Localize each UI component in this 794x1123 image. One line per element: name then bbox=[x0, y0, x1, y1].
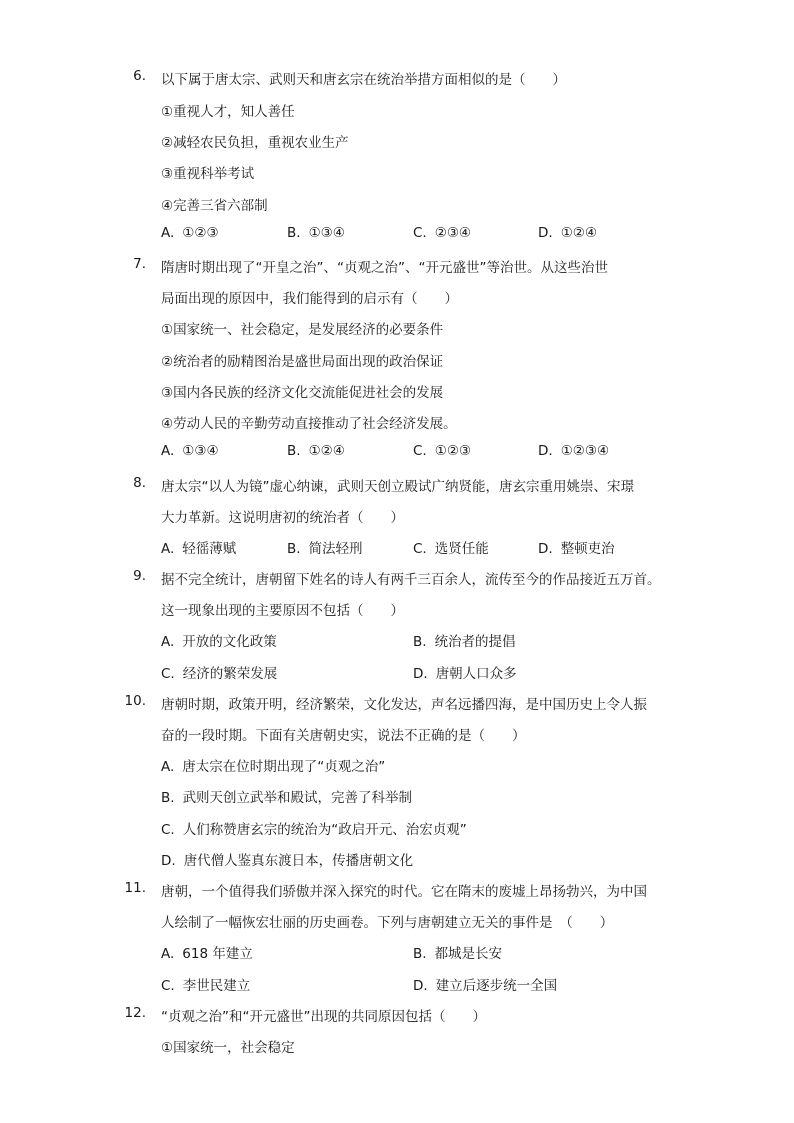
option-text: ①②③ bbox=[182, 225, 219, 241]
option-text: 简法轻刑 bbox=[308, 541, 363, 557]
option-letter: A. bbox=[161, 946, 175, 962]
option-d[interactable] bbox=[161, 849, 413, 869]
statement: ②减轻农民负担，重视农业生产 bbox=[161, 135, 349, 151]
option-c[interactable] bbox=[413, 537, 489, 557]
question-stem: 奋的一段时期。下面有关唐朝史实，说法不正确的是（ ） bbox=[161, 728, 526, 744]
option-d[interactable] bbox=[538, 443, 609, 459]
option-c[interactable] bbox=[413, 225, 471, 241]
option-letter: C. bbox=[413, 541, 427, 557]
option-b[interactable] bbox=[413, 942, 502, 962]
question-number: 10. bbox=[124, 693, 146, 709]
option-text: 李世民建立 bbox=[182, 978, 251, 994]
option-d[interactable] bbox=[413, 974, 557, 994]
option-letter: B. bbox=[287, 443, 301, 459]
question-stem: 隋唐时期出现了“开皇之治”、“贞观之治”、“开元盛世”等治世。从这些治世 bbox=[161, 260, 608, 276]
question-number: 9. bbox=[133, 568, 146, 584]
question-number: 8. bbox=[133, 475, 146, 491]
option-text: ①②③ bbox=[434, 443, 472, 459]
option-text: ②③④ bbox=[434, 225, 472, 241]
option-letter: D. bbox=[538, 443, 553, 459]
option-text: 经济的繁荣发展 bbox=[182, 666, 278, 682]
statement: ①国家统一、社会稳定，是发展经济的必要条件 bbox=[161, 322, 444, 338]
question-stem: 这一现象出现的主要原因不包括（ ） bbox=[161, 603, 404, 619]
option-text: 整顿吏治 bbox=[560, 541, 615, 557]
option-letter: C. bbox=[413, 225, 427, 241]
option-letter: C. bbox=[161, 822, 175, 838]
option-letter: D. bbox=[161, 853, 176, 869]
question-number: 11. bbox=[124, 880, 146, 896]
option-letter: A. bbox=[161, 443, 175, 459]
question-stem: 据不完全统计，唐朝留下姓名的诗人有两千三百余人，流传至今的作品接近五万首。 bbox=[161, 572, 661, 588]
statement: ④劳动人民的辛勤劳动直接推动了社会经济发展。 bbox=[161, 416, 457, 432]
option-b[interactable] bbox=[287, 225, 345, 241]
option-d[interactable] bbox=[538, 537, 615, 557]
statement: ③重视科举考试 bbox=[161, 166, 255, 182]
option-text: ①②④ bbox=[560, 225, 597, 241]
option-text: 开放的文化政策 bbox=[182, 634, 277, 650]
option-letter: D. bbox=[538, 225, 553, 241]
question-number: 12. bbox=[124, 1005, 146, 1021]
question-stem: 唐朝时期，政策开明，经济繁荣，文化发达，声名远播四海，是中国历史上令人振 bbox=[161, 697, 647, 713]
option-c[interactable] bbox=[413, 443, 471, 459]
option-b[interactable] bbox=[287, 443, 345, 459]
option-letter: B. bbox=[413, 634, 427, 650]
option-letter: A. bbox=[161, 541, 175, 557]
option-c[interactable] bbox=[161, 974, 250, 994]
statement: ①国家统一，社会稳定 bbox=[161, 1040, 295, 1056]
statement: ③国内各民族的经济文化交流能促进社会的发展 bbox=[161, 385, 444, 401]
question-stem: 唐朝，一个值得我们骄傲并深入探究的时代。它在隋末的废墟上昂扬勃兴，为中国 bbox=[161, 884, 647, 900]
option-letter: C. bbox=[161, 666, 175, 682]
option-text: 唐朝人口众多 bbox=[435, 666, 517, 682]
option-letter: B. bbox=[413, 946, 427, 962]
option-b[interactable] bbox=[413, 630, 516, 650]
option-a[interactable] bbox=[161, 225, 219, 241]
option-text: 建立后逐步统一全国 bbox=[435, 978, 558, 994]
option-b[interactable] bbox=[287, 537, 363, 557]
option-letter: D. bbox=[538, 541, 553, 557]
option-letter: B. bbox=[161, 790, 175, 806]
option-a[interactable] bbox=[161, 630, 277, 650]
option-text: ①②③④ bbox=[560, 443, 610, 459]
option-d[interactable] bbox=[538, 225, 597, 241]
option-a[interactable] bbox=[161, 755, 385, 775]
question-stem: 大力革新。这说明唐初的统治者（ ） bbox=[161, 510, 404, 526]
option-text: 轻徭薄赋 bbox=[182, 541, 237, 557]
option-text: 唐太宗在位时期出现了“贞观之治” bbox=[182, 759, 386, 775]
option-letter: C. bbox=[161, 978, 175, 994]
question-stem: 局面出现的原因中，我们能得到的启示有（ ） bbox=[161, 291, 458, 307]
statement: ④完善三省六部制 bbox=[161, 198, 268, 214]
option-letter: B. bbox=[287, 225, 301, 241]
option-d[interactable] bbox=[413, 662, 517, 682]
option-letter: A. bbox=[161, 634, 175, 650]
option-c[interactable] bbox=[161, 818, 467, 838]
question-number: 7. bbox=[133, 256, 146, 272]
option-b[interactable] bbox=[161, 786, 412, 806]
option-a[interactable] bbox=[161, 443, 219, 459]
option-text: 唐代僧人鉴真东渡日本，传播唐朝文化 bbox=[183, 853, 414, 869]
option-letter: B. bbox=[287, 541, 301, 557]
statement: ①重视人才，知人善任 bbox=[161, 104, 295, 120]
option-text: 都城是长安 bbox=[434, 946, 503, 962]
question-stem: 人绘制了一幅恢宏壮丽的历史画卷。下列与唐朝建立无关的事件是 （ ） bbox=[161, 915, 614, 931]
question-number: 6. bbox=[133, 68, 146, 84]
option-a[interactable] bbox=[161, 942, 253, 962]
statement: ②统治者的励精图治是盛世局面出现的政治保证 bbox=[161, 354, 444, 370]
option-text: ①②④ bbox=[308, 443, 345, 459]
option-c[interactable] bbox=[161, 662, 277, 682]
question-stem: 唐太宗“以人为镜”虚心纳谏，武则天创立殿试广纳贤能，唐玄宗重用姚崇、宋璟 bbox=[161, 479, 634, 495]
option-letter: D. bbox=[413, 978, 428, 994]
question-stem: “贞观之治”和“开元盛世”出现的共同原因包括（ ） bbox=[161, 1009, 486, 1025]
question-stem: 以下属于唐太宗、武则天和唐玄宗在统治举措方面相似的是（ ） bbox=[161, 72, 566, 88]
option-text: 选贤任能 bbox=[434, 541, 489, 557]
option-text: 统治者的提倡 bbox=[434, 634, 516, 650]
option-letter: A. bbox=[161, 225, 175, 241]
option-letter: A. bbox=[161, 759, 175, 775]
option-a[interactable] bbox=[161, 537, 236, 557]
option-letter: C. bbox=[413, 443, 427, 459]
option-text: ①③④ bbox=[182, 443, 219, 459]
option-letter: D. bbox=[413, 666, 428, 682]
option-text: 618 年建立 bbox=[182, 946, 253, 962]
option-text: 武则天创立武举和殿试，完善了科举制 bbox=[182, 790, 413, 806]
option-text: 人们称赞唐玄宗的统治为“政启开元、治宏贞观” bbox=[182, 822, 467, 838]
option-text: ①③④ bbox=[308, 225, 345, 241]
